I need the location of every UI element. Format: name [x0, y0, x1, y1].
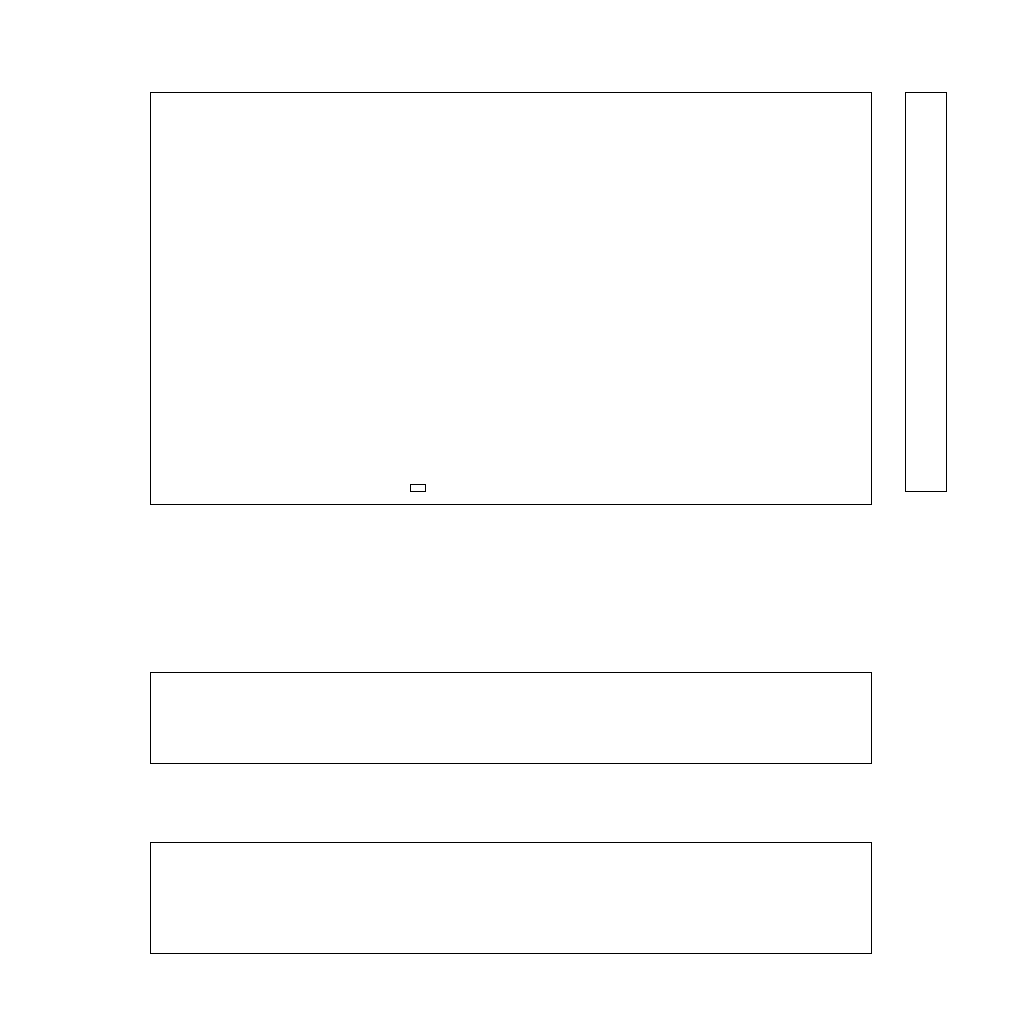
- temp-plot: [150, 842, 872, 954]
- colorbar: [905, 92, 947, 492]
- rain-plot: [150, 672, 872, 764]
- temp-panel: [150, 842, 872, 954]
- contour-note: [410, 484, 426, 492]
- rain-bars: [151, 673, 871, 763]
- cross-section-plot: [150, 92, 872, 505]
- cross-section-canvas: [151, 93, 871, 504]
- cross-section-panel: [150, 92, 872, 505]
- rain-panel: [150, 672, 872, 764]
- temp-canvas: [151, 843, 871, 953]
